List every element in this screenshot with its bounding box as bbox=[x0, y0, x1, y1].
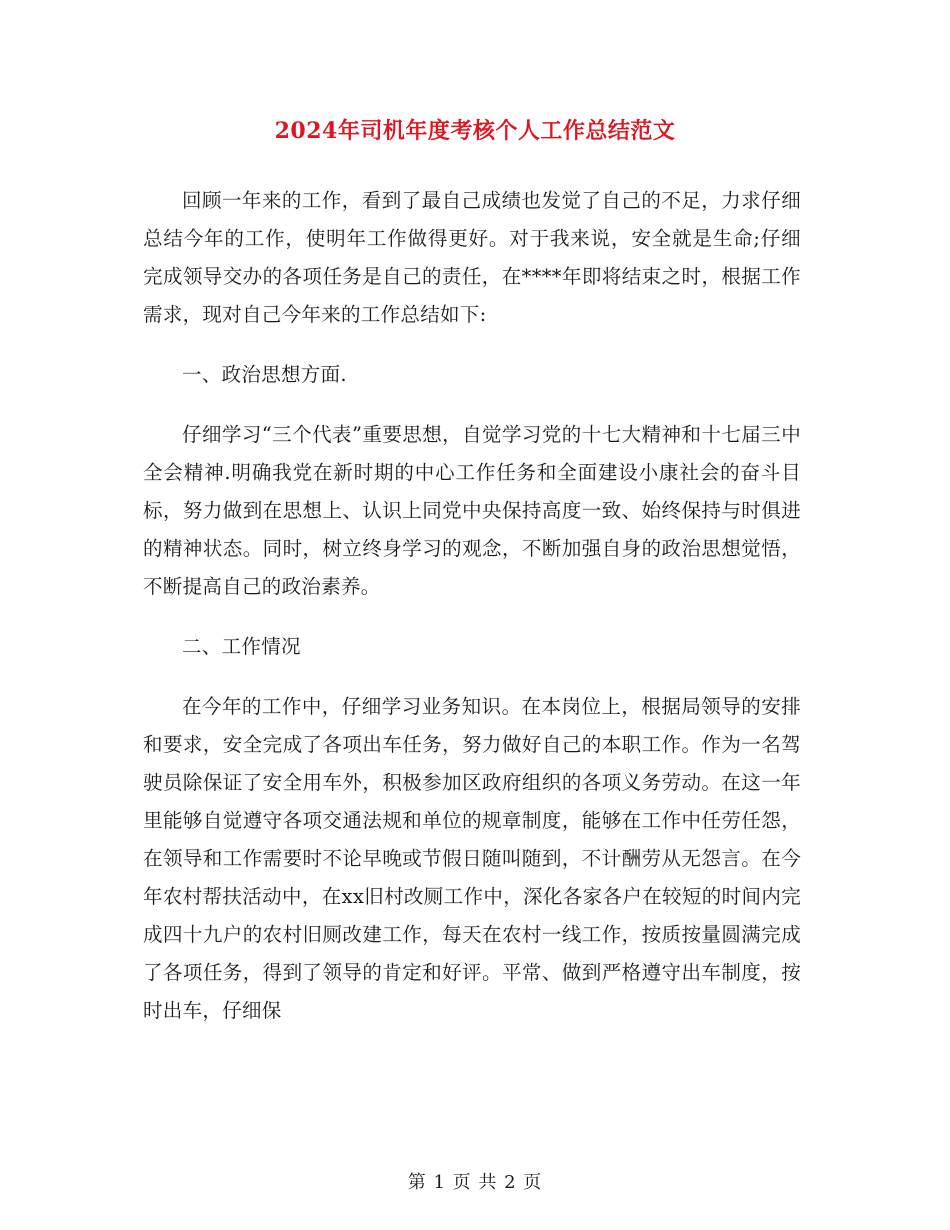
intro-paragraph: 回顾一年来的工作，看到了最自己成绩也发觉了自己的不足，力求仔细总结今年的工作，使明年工作做得更好。对于我来说，安全就是生命;仔细完成领导交办的各项任务是自己的责任，在****年即将结束之时，根据工作需求，现对自己今年来的工作总结如下: bbox=[143, 189, 801, 326]
document-title: 2024年司机年度考核个人工作总结范文 bbox=[274, 118, 676, 144]
section-heading-politics: 一、政治思想方面. bbox=[182, 363, 347, 386]
page-footer: 第 1 页 共 2 页 bbox=[407, 1172, 543, 1193]
document-body bbox=[143, 182, 801, 1052]
politics-paragraph: 仔细学习“三个代表”重要思想，自觉学习党的十七大精神和十七届三中全会精神.明确我党在新时期的中心工作任务和全面建设小康社会的奋斗目标，努力做到在思想上、认识上同党中央保持高度一致、始终保持与时俱进的精神状态。同时，树立终身学习的观念，不断加强自身的政治思想觉悟，不断提高自己的政治素养。 bbox=[143, 423, 801, 598]
work-paragraph: 在今年的工作中，仔细学习业务知识。在本岗位上，根据局领导的安排和要求，安全完成了各项出车任务，努力做好自己的本职工作。作为一名驾驶员除保证了安全用车外，积极参加区政府组织的各项义务劳动。在这一年里能够自觉遵守各项交通法规和单位的规章制度，能够在工作中任劳任怨，在领导和工作需要时不论早晚或节假日随叫随到，不计酬劳从无怨言。在今年农村帮扶活动中，在xx旧村改厕工作中，深化各家各户在较短的时间内完成四十九户的农村旧厕改建工作，每天在农村一线工作，按质按量圆满完成了各项任务，得到了领导的肯定和好评。平常、做到严格遵守出车制度，按时出车，仔细保 bbox=[143, 695, 801, 1022]
section-heading-work: 二、工作情况 bbox=[182, 635, 301, 658]
